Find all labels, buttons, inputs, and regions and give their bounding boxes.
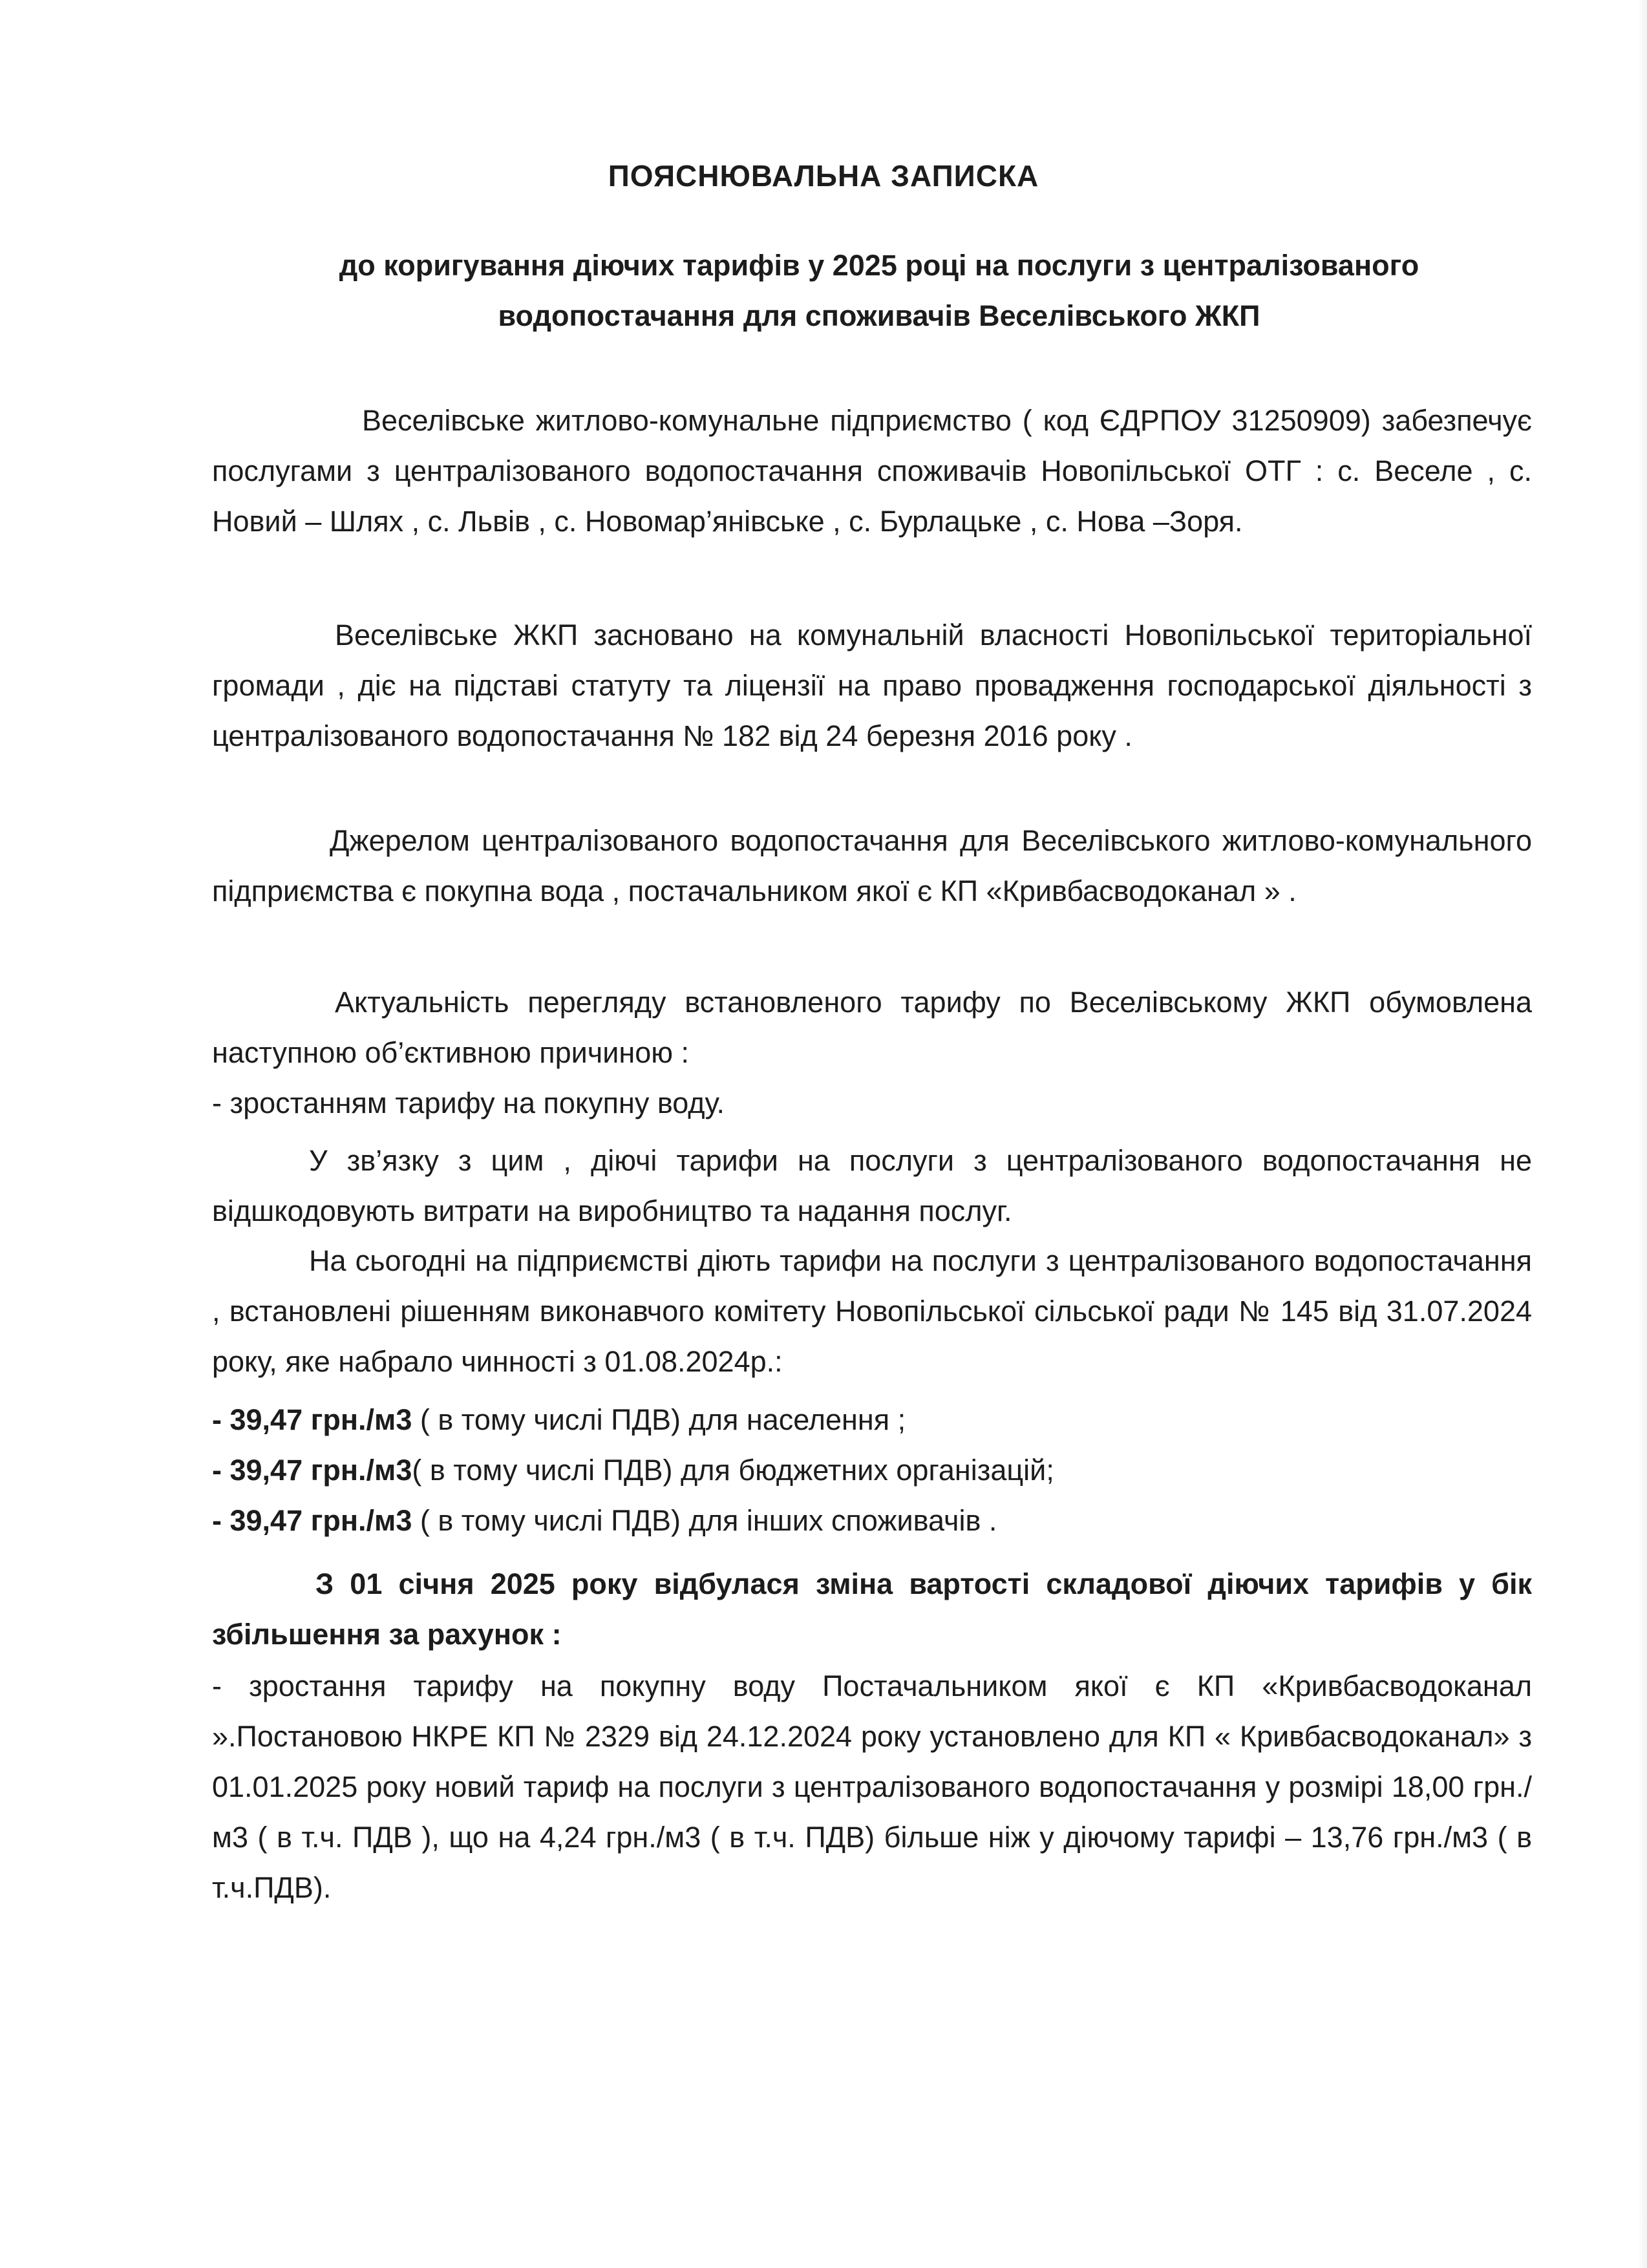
tariff-description: ( в тому числі ПДВ) для інших споживачів . [412,1504,997,1537]
tariff-list [212,1395,1532,1546]
document-title: ПОЯСНЮВАЛЬНА ЗАПИСКА [608,159,1039,193]
tariff-prefix: - [212,1454,230,1487]
tariff-item-budget [212,1445,1532,1496]
scan-edge [1638,0,1647,2268]
tariff-prefix: - [212,1403,230,1436]
paragraph-enterprise [212,396,1532,547]
tariff-item-other [212,1496,1532,1546]
tariff-amount: 39,47 грн./м3 [229,1403,412,1436]
paragraph-text: Веселівське ЖКП засновано на комунальній власності Новопільської територіальної громади , діє на підставі статуту та ліцензії на право провадження господарської діяльності з централізованого водопостачання № 182 від 24 березня 2016 року . [212,619,1532,752]
change-heading: З 01 січня 2025 року відбулася зміна вартості складової діючих тарифів у бік збільшення за рахунок : [212,1567,1532,1651]
paragraph-text: На сьогодні на підприємстві діють тарифи на послуги з централізованого водопостачання , встановлені рішенням виконавчого комітету Новопільської сільської ради № 145 від 31.07.2024 року, яке набрало чинності з 01.08.2024р.: [212,1244,1532,1378]
paragraph-founding [212,610,1532,761]
paragraph-reason [212,1078,1532,1129]
change-text: - зростання тарифу на покупну воду Постачальником якої є КП «Кривбасводоканал ».Постановою НКРЕ КП № 2329 від 24.12.2024 року установлено для КП « Кривбасводоканал» з 01.01.2025 року новий тариф на послуги з централізованого водопостачання у розмірі 18,00 грн./м3 ( в т.ч. ПДВ ), що на 4,24 грн./м3 ( в т.ч. ПДВ) більше ніж у діючому тарифі – 13,76 грн./м3 ( в т.ч.ПДВ). [212,1669,1532,1904]
tariff-description: ( в тому числі ПДВ) для населення ; [412,1403,906,1436]
paragraph-text: Джерелом централізованого водопостачання для Веселівського житлово-комунального підприємства є покупна вода , постачальником якої є КП «Кривбасводоканал » . [212,824,1532,907]
change-heading-block [212,1559,1532,1660]
change-text-block [212,1661,1532,1913]
paragraph-text: - зростанням тарифу на покупну воду. [212,1086,725,1119]
tariff-description: ( в тому числі ПДВ) для бюджетних організацій; [412,1454,1054,1487]
paragraph-text: Актуальність перегляду встановленого тарифу по Веселівському ЖКП обумовлена наступною об’єктивною причиною : [212,986,1532,1069]
paragraph-consequence [212,1136,1532,1236]
paragraph-current-tariffs [212,1236,1532,1387]
document-subtitle: до коригування діючих тарифів у 2025 році на послуги з централізованого водопостачання для споживачів Веселівського ЖКП [339,249,1419,332]
paragraph-text: Веселівське житлово-комунальне підприємство ( код ЄДРПОУ 31250909) забезпечує послугами з централізованого водопостачання споживачів Новопільської ОТГ : с. Веселе , с. Новий – Шлях , с. Львів , с. Новомар’янівське , с. Бурлацьке , с. Нова –Зоря. [212,404,1532,538]
tariff-item-population [212,1395,1532,1445]
paragraph-text: У зв’язку з цим , діючі тарифи на послуги з централізованого водопостачання не відшкодовують витрати на виробництво та надання послуг. [212,1144,1532,1227]
tariff-amount: 39,47 грн./м3 [229,1504,412,1537]
paragraph-water-source [212,816,1532,917]
tariff-prefix: - [212,1504,230,1537]
tariff-amount: 39,47 грн./м3 [229,1454,412,1487]
paragraph-relevance [212,977,1532,1078]
